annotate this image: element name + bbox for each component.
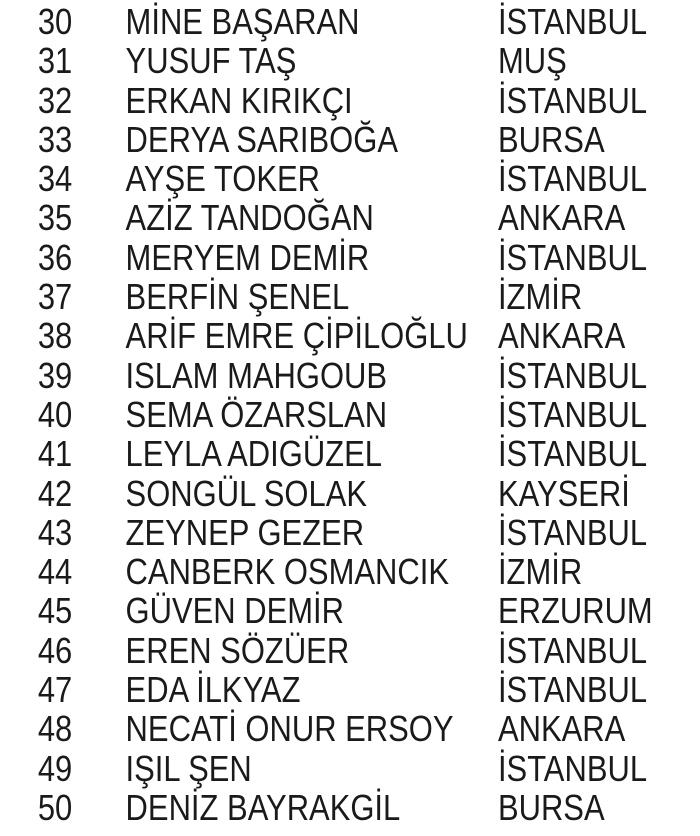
- person-name: NECATİ ONUR ERSOY: [125, 708, 454, 750]
- row-number: 30: [37, 1, 73, 42]
- list-item: [0, 393, 648, 435]
- city-name: İSTANBUL: [497, 747, 648, 789]
- person-name: DENİZ BAYRAKGİL: [125, 786, 401, 828]
- list-item: [0, 433, 648, 475]
- city-name: ANKARA: [497, 315, 626, 357]
- person-name: GÜVEN DEMİR: [125, 590, 345, 632]
- row-number: 48: [37, 708, 73, 750]
- person-name: IŞIL ŞEN: [125, 747, 252, 789]
- city-name: İSTANBUL: [497, 1, 648, 42]
- city-name: İSTANBUL: [497, 511, 648, 553]
- city-name: BURSA: [497, 786, 605, 828]
- city-name: İSTANBUL: [497, 236, 648, 278]
- person-name: CANBERK OSMANCIK: [125, 551, 449, 593]
- row-number: 36: [37, 236, 73, 278]
- city-name: İSTANBUL: [497, 158, 648, 200]
- list-item: [0, 118, 605, 160]
- city-name: İSTANBUL: [497, 393, 648, 435]
- city-name: İZMİR: [497, 276, 583, 318]
- name-list: [0, 2, 700, 827]
- list-item: [0, 590, 653, 632]
- row-number: 37: [37, 276, 73, 318]
- person-name: MERYEM DEMİR: [125, 236, 370, 278]
- person-name: SONGÜL SOLAK: [125, 472, 368, 514]
- list-item: [0, 786, 605, 828]
- row-number: 39: [37, 354, 73, 396]
- person-name: EREN SÖZÜER: [125, 629, 350, 671]
- list-item: [0, 158, 648, 200]
- person-name: ZEYNEP GEZER: [125, 511, 365, 553]
- row-number: 50: [37, 786, 73, 828]
- person-name: AZİZ TANDOĞAN: [125, 197, 374, 239]
- list-item: [0, 41, 602, 80]
- list-item: [0, 197, 626, 239]
- row-number: 45: [37, 590, 73, 632]
- city-name: İSTANBUL: [497, 669, 648, 711]
- row-number: 46: [37, 629, 73, 671]
- list-item: [0, 79, 648, 121]
- row-number: 38: [37, 315, 73, 357]
- row-number: 43: [37, 511, 73, 553]
- list-item: [0, 747, 648, 789]
- city-name: ERZURUM: [497, 590, 653, 632]
- person-name: ERKAN KIRIKÇI: [125, 79, 353, 121]
- row-number: 42: [37, 472, 73, 514]
- list-item: [0, 511, 648, 553]
- city-name: BURSA: [497, 118, 605, 160]
- person-name: MİNE BAŞARAN: [125, 1, 360, 42]
- row-number: 35: [37, 197, 73, 239]
- person-name: BERFİN ŞENEL: [125, 276, 350, 318]
- city-name: İSTANBUL: [497, 433, 648, 475]
- city-name: ANKARA: [497, 708, 626, 750]
- row-number: 33: [37, 118, 73, 160]
- person-name: ARİF EMRE ÇİPİLOĞLU: [125, 315, 468, 357]
- person-name: EDA İLKYAZ: [125, 669, 301, 711]
- person-name: LEYLA ADIGÜZEL: [125, 433, 382, 475]
- list-item: [0, 1, 648, 42]
- list-item: [0, 277, 602, 316]
- city-name: ANKARA: [497, 197, 626, 239]
- person-name: ISLAM MAHGOUB: [125, 354, 388, 396]
- city-name: KAYSERİ: [497, 472, 630, 514]
- person-name: YUSUF TAŞ: [125, 40, 297, 82]
- row-number: 44: [37, 551, 73, 593]
- row-number: 34: [37, 158, 73, 200]
- person-name: AYŞE TOKER: [125, 158, 321, 200]
- city-name: İSTANBUL: [497, 79, 648, 121]
- city-name: İSTANBUL: [497, 354, 648, 396]
- list-item: [0, 552, 602, 591]
- list-item: [0, 708, 626, 750]
- row-number: 47: [37, 669, 73, 711]
- list-item: [0, 629, 648, 671]
- list-item: [0, 236, 648, 278]
- city-name: MUŞ: [497, 40, 567, 82]
- person-name: DERYA SARIBOĞA: [125, 118, 398, 160]
- list-item: [0, 472, 630, 514]
- row-number: 31: [37, 40, 73, 82]
- list-item: [0, 354, 648, 396]
- row-number: 41: [37, 433, 73, 475]
- row-number: 32: [37, 79, 73, 121]
- row-number: 49: [37, 747, 73, 789]
- city-name: İZMİR: [497, 551, 583, 593]
- list-item: [0, 669, 648, 711]
- row-number: 40: [37, 393, 73, 435]
- city-name: İSTANBUL: [497, 629, 648, 671]
- person-name: SEMA ÖZARSLAN: [125, 393, 388, 435]
- list-item: [0, 315, 626, 357]
